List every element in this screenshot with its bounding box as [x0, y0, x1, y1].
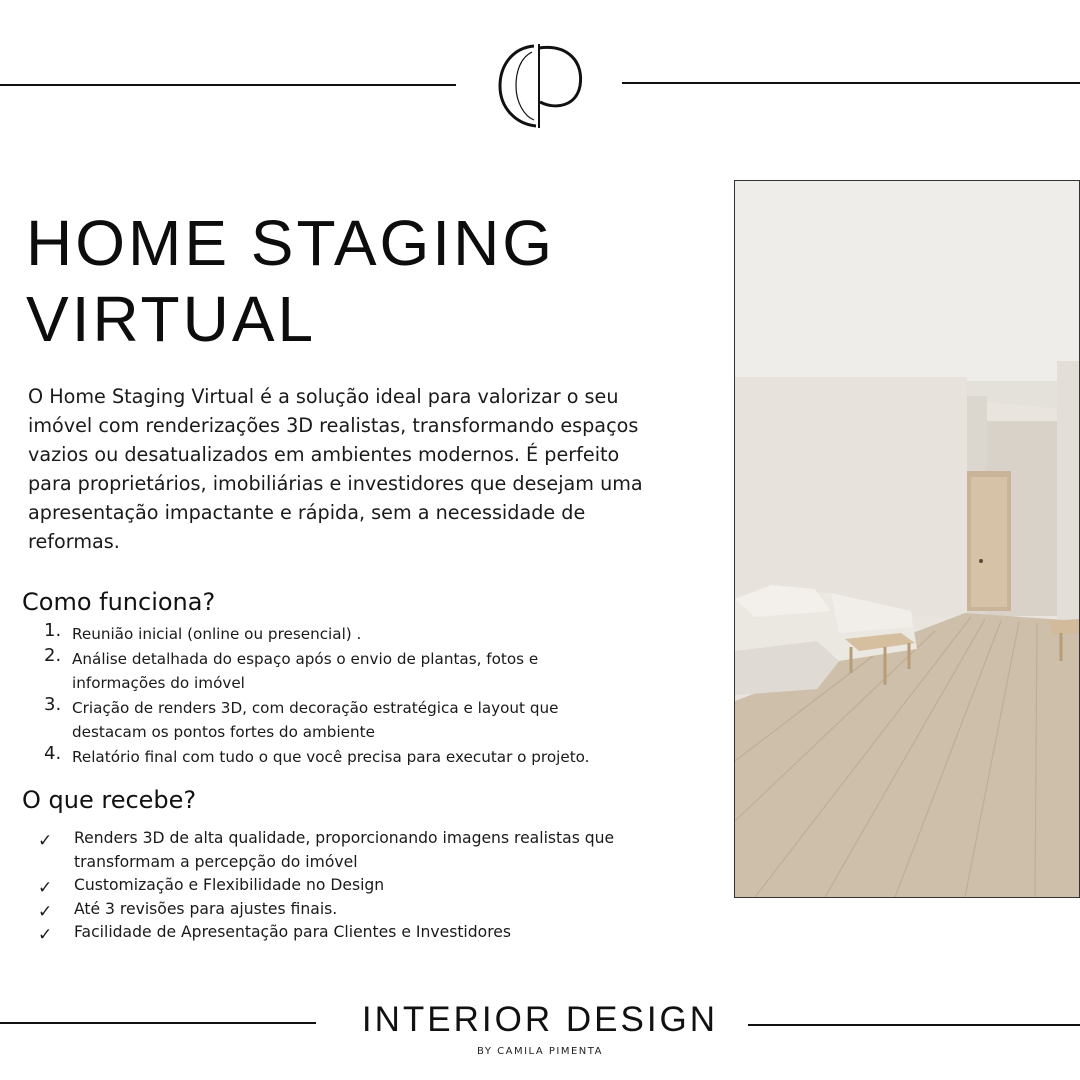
step-text: Análise detalhada do espaço após o envio de plantas, fotos e informações do imóvel — [72, 650, 539, 692]
step-item — [44, 647, 604, 695]
step-item — [44, 622, 604, 646]
step-text: Criação de renders 3D, com decoração estratégica e layout que destacam os pontos fortes do ambiente — [72, 699, 559, 741]
checkmark-icon: ✓ — [38, 878, 53, 898]
what-you-get-heading: O que recebe? — [22, 786, 197, 814]
cp-monogram-icon — [490, 36, 590, 136]
steps-list — [44, 622, 604, 769]
checkmark-icon: ✓ — [38, 901, 53, 922]
footer-brand-subtitle: BY CAMILA PIMENTA — [477, 1046, 603, 1057]
step-number: 1. — [44, 620, 62, 641]
checkmark-icon: ✓ — [38, 925, 53, 945]
title-line-1: HOME STAGING — [26, 207, 556, 279]
benefit-text: Customização e Flexibilidade no Design — [74, 876, 385, 894]
top-divider-left — [0, 84, 456, 86]
step-number: 4. — [44, 743, 62, 764]
intro-paragraph: O Home Staging Virtual é a solução ideal para valorizar o seu imóvel com renderizações 3D realistas, transformando espaços vazios ou desatualizados em ambientes modernos. É perfeito para proprietários, imobiliárias e investidores que desejam uma apresentação impactante e rápida, sem a necessidade de reformas. — [28, 385, 643, 553]
benefit-item — [38, 921, 658, 945]
how-it-works-heading: Como funciona? — [22, 588, 216, 616]
benefit-text: Renders 3D de alta qualidade, proporcionando imagens realistas que transformam a percepção do imóvel — [74, 829, 615, 871]
footer-brand-title: INTERIOR DESIGN — [361, 1000, 719, 1039]
living-room-render-icon — [735, 181, 1079, 897]
step-number: 2. — [44, 645, 62, 666]
benefit-text: Até 3 revisões para ajustes finais. — [74, 899, 338, 918]
step-item — [44, 745, 604, 769]
title-line-2: VIRTUAL — [26, 283, 317, 355]
benefit-item — [38, 874, 658, 898]
checkmark-icon: ✓ — [38, 831, 53, 851]
step-number: 3. — [44, 694, 62, 715]
step-text: Relatório final com tudo o que você precisa para executar o projeto. — [72, 748, 590, 766]
top-divider-right — [622, 82, 1080, 84]
step-text: Reunião inicial (online ou presencial) . — [72, 625, 362, 643]
living-room-render-image — [734, 180, 1080, 898]
page-title — [26, 205, 555, 357]
benefit-text: Facilidade de Apresentação para Clientes e Investidores — [74, 923, 511, 941]
benefit-item — [38, 898, 658, 922]
benefit-item — [38, 827, 658, 874]
benefits-list — [38, 827, 658, 945]
step-item — [44, 696, 604, 744]
